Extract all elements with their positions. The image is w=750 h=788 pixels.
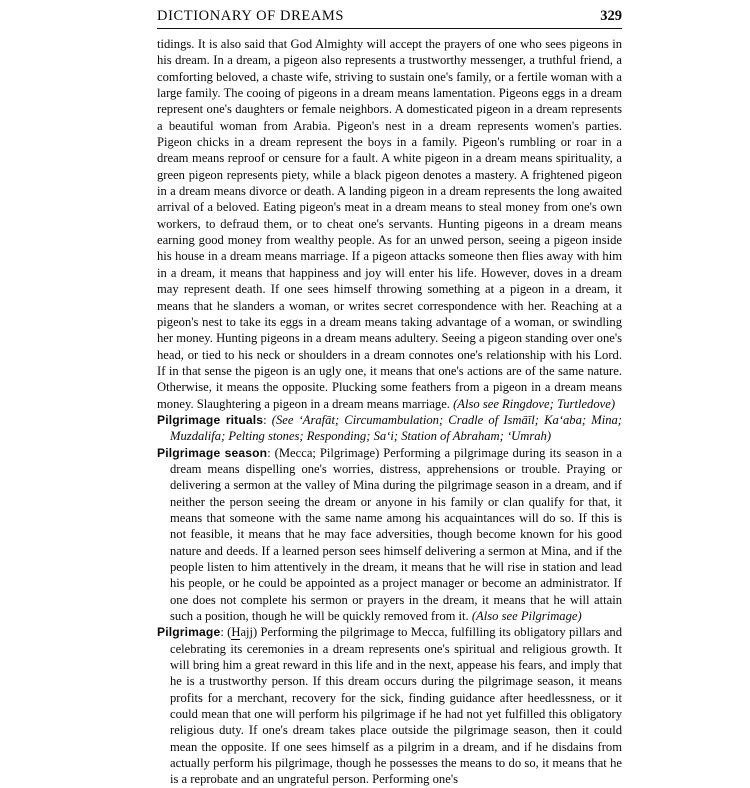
entry-separator: : — [220, 625, 228, 640]
entry-separator: : — [267, 445, 275, 460]
entry-separator: : — [263, 412, 272, 427]
entry-transliteration-rest: ajj) — [240, 625, 261, 640]
entry-headword: Pilgrimage rituals — [157, 412, 264, 427]
entry-body-text: (Mecca; Pilgrimage) Performing a pilgrimage during its season in a dream means dispelling one's worries, distress, apprehensions or trouble. Praying or delivering a sermon at the valley of Mina during the pilgrimage season in a dream, and if neither the person seeing the dream or anyone in his family or clan qualify for that, it means that someone with the same name among his acquaintances will do so. If this is not feasible, it means that he may face adversities, though become known for his good nature and deeds. If a learned person sees himself delivering a sermon at Mina, and if the people listen to him attentively in the dream, it means that he will rise in station and lead his people, or he could be appointed as a project manager or become an administrator. If one does not complete his sermon or prayers in the dream, it means that he will attain such a position, though he will be quickly removed from it. — [170, 445, 623, 624]
entry-pilgrimage-rituals — [157, 412, 622, 445]
running-header — [157, 8, 622, 27]
entry-pilgrimage — [157, 624, 622, 787]
header-rule — [157, 28, 622, 29]
continued-paragraph-text: tidings. It is also said that God Almighty will accept the prayers of one who sees pigeons in his dream. In a dream, a pigeon also represents a trustworthy messenger, a truthful friend, a comforting beloved, a chaste wife, striving to sustain one's family, or a fertile woman with a large family. The cooing of pigeons in a dream means lamentation. Pigeons eggs in a dream represent one's daughters or female neighbors. A domesticated pigeon in a dream represents a beautiful woman from Arabia. Pigeon's nest in a dream represents women's parties. Pigeon chicks in a dream represent the boys in a family. Pigeon's rumbling or roar in a dream means reproof or censure for a fault. A white pigeon in a dream means spirituality, a green pigeon represents piety, while a black pigeon denotes a mastery. A frightened pigeon in a dream means divorce or death. A landing pigeon in a dream represents the long awaited arrival of a beloved. Eating pigeon's meat in a dream means to steal money from one's own workers, to defraud them, or to cheat one's servants. Hunting pigeons in a dream means earning good money from wealthy people. As for an unwed person, seeing a pigeon inside his house in a dream means marriage. If a pigeon attacks someone then flies away with him in a dream, it means that happiness and joy will enter his life. However, doves in a dream may represent death. If one sees himself throwing something at a pigeon in a dream, it means that he slanders a woman, or writes secret correspondence with her. Reaching at a pigeon's nest to take its eggs in a dream means taking advantage of a woman, or swindling her money. Hunting pigeons in a dream means adultery. Seeing a pigeon standing over one's head, or tied to his neck or shoulders in a dream connotes one's relationship with his Lord. If in that sense the pigeon is an ugly one, it means that one's actions are of the same nature. Otherwise, it means the opposite. Plucking some feathers from a pigeon in a dream means money. Slaughtering a pigeon in a dream means marriage. — [157, 37, 622, 411]
entry-body-text: Performing the pilgrimage to Mecca, fulfilling its obligatory pillars and celebrating its ceremonies in a dream represents one's spiritual and religious growth. It will bring him a great reward in this life and in the next, appease his fears, and imply that he is a trustworthy person. If this dream occurs during the pilgrimage season, it means profits for a merchant, recovery for the sick, finding guidance after heedlessness, or it could mean that one will perform his pilgrimage if he had not yet fulfilled this obligatory religious duty. If one's dream takes place outside the pilgrimage season, then it could mean the opposite. If one sees himself as a pilgrim in a dream, and if he disdains from actually perform his pilgrimage, though he possesses the means to do so, it means that he is a reprobate and an ungrateful person. Performing one's — [170, 625, 622, 787]
continued-paragraph-crossref: (Also see Ringdove; Turtledove) — [453, 396, 616, 411]
entry-headword: Pilgrimage — [157, 625, 221, 640]
entry-pilgrimage-season — [157, 445, 622, 625]
page-content-column — [157, 8, 622, 788]
entry-transliteration-open: ( — [227, 625, 232, 640]
entry-transliteration-underdot-letter: H — [231, 625, 241, 640]
entry-crossref: (See ‘Arafāt; Circumambulation; Cradle of Ismāīl; Ka‘aba; Mina; Muzdalifa; Pelting stones; Responding; Sa‘i; Station of Abraham; ‘Umrah) — [170, 412, 622, 444]
running-header-title: DICTIONARY OF DREAMS — [157, 8, 345, 24]
entry-trailing-crossref: (Also see Pilgrimage) — [471, 609, 582, 624]
continued-paragraph — [157, 36, 622, 412]
page-number: 329 — [600, 8, 622, 24]
entry-headword: Pilgrimage season — [157, 445, 268, 460]
